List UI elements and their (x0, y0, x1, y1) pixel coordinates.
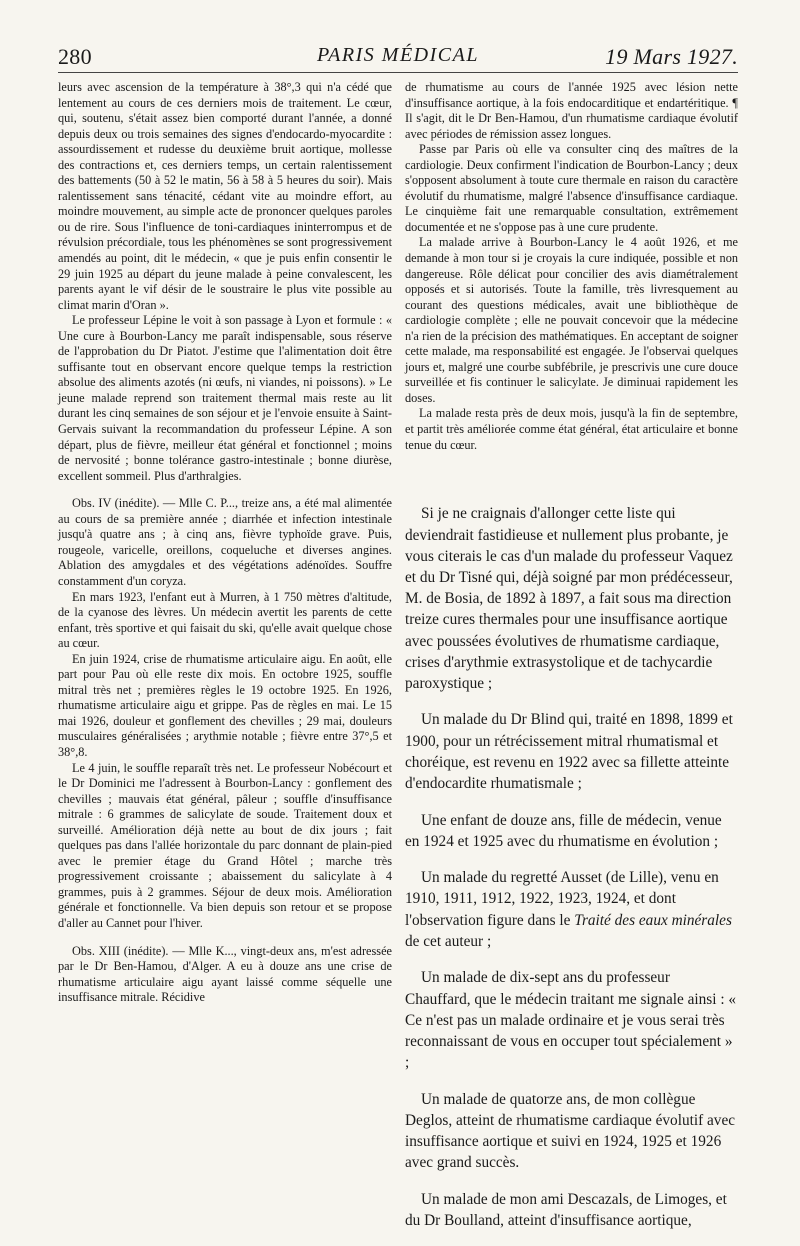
paragraph (405, 867, 738, 952)
text-run: Un malade du regretté Ausset (de Lille), venu en 1910, 1911, 1912, 1922, 1923, 1924, et dont l'observation figure dans le (405, 869, 719, 929)
paragraph: La malade arrive à Bourbon-Lancy le 4 août 1926, et me demande à mon tour si je croyais la cure indiquée, possible et non dangereuse. Rôle délicat pour concilier des avis diamétralement opposés et si autorisés. Toute la famille, très livresquement au courant des questions médicales, avait une bibliothèque de cardiologie complète ; elle ne pouvait concevoir que la médecine n'a rien de la précision des mathématiques. En acceptant de soigner cette malade, ma responsabilité est engagée. Je l'observai quelques jours et, malgré une courbe subfébrile, je prescrivis une cure douce surveillée et fis continuer le salicylate. Je diminuai rapidement les doses. (405, 235, 738, 405)
paragraph: En juin 1924, crise de rhumatisme articulaire aigu. En août, elle part pour Pau où elle reste dix mois. En octobre 1925, souffle mitral très net ; premières règles le 19 octobre 1925. En 1926, rhumatisme articulaire aigu et grippe. Pas de règles en mai. Le 15 mai 1926, douleur et gonflement des chevilles ; 29 mai, douleurs musculaires généralisées ; arythmie notable ; fièvre entre 37°,5 et 38°,8. (58, 651, 392, 759)
left-column (58, 80, 392, 1006)
right-column-notes (405, 80, 738, 453)
paragraph: Un malade du Dr Blind qui, traité en 1898, 1899 et 1900, pour un rétrécissement mitral rhumatismal et choréique, est revenu en 1922 avec sa fillette atteinte d'endocardite rhumatismale ; (405, 711, 733, 793)
observation-iv: Obs. IV (inédite). — Mlle C. P..., treize ans, a été mal alimentée au cours de sa première année ; diarrhée et infection intestinale jusqu'à quatre ans ; à cinq ans, fièvre typhoïde grave. Puis, rougeole, varicelle, oreillons, coqueluche et diverses angines. Ablation des amygdales et des végétations adénoïdes. Souffre constamment d'un coryza. (58, 496, 392, 588)
paragraph: de rhumatisme au cours de l'année 1925 avec lésion nette d'insuffisance aortique, à la fois endocarditique et endartéritique. ¶ Il s'agit, dit le Dr Ben-Hamou, d'un rhumatisme cardiaque évolutif avec périodes de rémission assez longues. (405, 80, 738, 141)
paragraph: Un malade de mon ami Descazals, de Limoges, et du Dr Boulland, atteint d'insuffisance aortique, (405, 1190, 727, 1229)
paragraph: La malade resta près de deux mois, jusqu'à la fin de septembre, et partit très améliorée comme état général, état articulaire et bonne tenue du cœur. (405, 406, 738, 452)
journal-title: PARIS MÉDICAL (317, 44, 479, 66)
paragraph: Passe par Paris où elle va consulter cinq des maîtres de la cardiologie. Deux confirment l'indication de Bourbon-Lancy ; deux s'opposent absolument à toute cure thermale en raison du caractère évolutif du rhumatisme, malgré l'absence d'insuffisance cardiaque. Le cinquième fait une remarquable consultation, extrêmement documentée et ne s'oppose pas à une cure prudente. (405, 142, 738, 234)
text-run: de cet auteur ; (405, 932, 492, 950)
paragraph: Une enfant de douze ans, fille de médecin, venue en 1924 et 1925 avec du rhumatisme en évolution ; (405, 811, 722, 850)
book-title: Traité des eaux minérales (574, 911, 732, 929)
page-header (58, 44, 738, 73)
paragraph: Un malade de quatorze ans, de mon collègue Deglos, atteint de rhumatisme cardiaque évolutif avec insuffisance aortique et suivi en 1924, 1925 et 1926 avec grand succès. (405, 1090, 736, 1172)
right-column-main (405, 488, 738, 1246)
observation-xiii: Obs. XIII (inédite). — Mlle K..., vingt-deux ans, m'est adressée par le Dr Ben-Hamou, d'Alger. A eu à douze ans une crise de rhumatisme articulaire aigu ayant laissé comme séquelle une insuffisance mitrale. Récidive (58, 943, 392, 1005)
issue-date: 19 Mars 1927. (605, 44, 738, 69)
paragraph: leurs avec ascension de la température à 38°,3 qui n'a cédé que lentement au cours de ces derniers mois de traitement. Le cœur, qui, soutenu, s'était assez bien comporté durant l'année, a donné depuis deux ou trois semaines des signes d'endocardo-myocardite : assourdissement et rudesse du deuxième bruit aortique, mollesse des contractions et, ces derniers temps, un certain ralentissement des battements (50 à 52 le matin, 56 à 58 à 5 heures du soir). Mais ralentissement sans ténacité, cédant vite au moindre effort, au moindre mouvement, au simple acte de prononcer quelques paroles ou de rire. Sous l'influence de toni-cardiaques ininterrompus et de révulsion précordiale, tous les phénomènes se sont progressivement amendés au point, dit le médecin, « que je puis enfin consentir le 29 juin 1925 au départ du jeune malade à peine convalescent, les parents ayant le vif désir de le soustraire le plus vite possible au climat marin d'Oran ». (58, 80, 392, 312)
paragraph: Le 4 juin, le souffle reparaît très net. Le professeur Nobécourt et le Dr Dominici me l'adressent à Bourbon-Lancy : gonflement des chevilles ; mauvais état général, pâleur ; souffle d'insuffisance mitrale : 6 grammes de salicylate de soude. Traitement doux et surveillé. Amélioration déjà nette au bout de dix jours ; fait quelques pas dans l'allée horizontale du parc donnant de plain-pied avec le premier étage du Grand Hôtel ; marche très progressivement croissante ; abaissement du salicylate à 4 grammes, puis à 2 grammes. Séjour de deux mois. Amélioration générale et fonctionnelle. Va bien depuis son retour et se propose d'aller au Cannet pour l'hiver. (58, 760, 392, 930)
page-number: 280 (58, 44, 92, 69)
paragraph: Un malade de dix-sept ans du professeur Chauffard, que le médecin traitant me signale ainsi : « Ce n'est pas un malade ordinaire et je vous serai très reconnaissant de vous en occuper tout spécialement » ; (405, 969, 737, 1072)
paragraph: Le professeur Lépine le voit à son passage à Lyon et formule : « Une cure à Bourbon-Lancy me paraît indispensable, sous réserve de l'approbation du Dr Piatot. J'estime que l'alimentation doit être suffisante tout en observant encore quelque temps la restriction absolue des aliments azotés (ni œufs, ni viandes, ni poissons). » Le jeune malade reprend son traitement thermal mais reste au lit durant les cinq semaines de son séjour et je l'envoie ensuite à Saint-Gervais suivant la recommandation du professeur Lépine. A son départ, plus de fièvre, meilleur état général et fonctionnel ; moins de nervosité ; bonne tolérance gastro-intestinale ; bonne diurèse, excellent sommeil. Plus d'arthralgies. (58, 313, 392, 483)
paragraph: Si je ne craignais d'allonger cette liste qui deviendrait fastidieuse et nullement plus probante, je vous citerais le cas d'un malade du professeur Vaquez et du Dr Tisné qui, déjà soigné par mon prédécesseur, M. de Bosia, de 1892 à 1897, a fait sous ma direction treize cures thermales pour une insuffisance aortique avec poussées évolutives de rhumatisme cardiaque, crises d'arythmie extrasystolique et de tachycardie paroxystique ; (405, 505, 733, 692)
paragraph: En mars 1923, l'enfant eut à Murren, à 1 750 mètres d'altitude, de la cyanose des lèvres. Un médecin avertit les parents de cette enfant, très sportive et qui faisait du ski, qu'elle avait quelque chose au cœur. (58, 589, 392, 651)
